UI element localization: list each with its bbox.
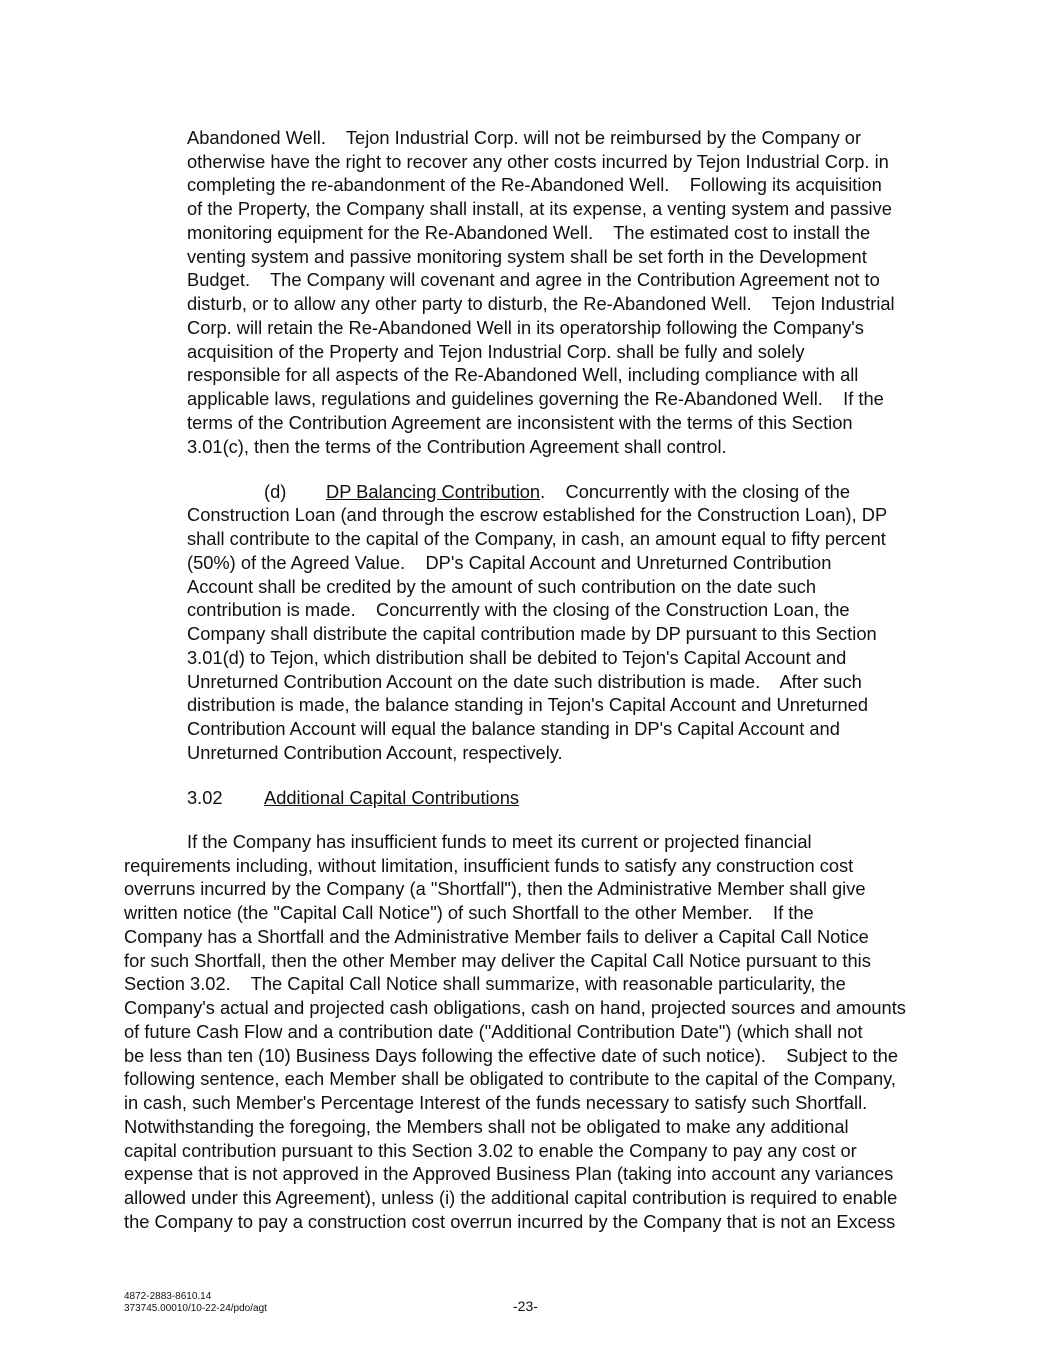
- text-line: Account shall be credited by the amount of such contribution on the date such: [187, 576, 817, 597]
- section-title: Additional Capital Contributions: [264, 787, 520, 808]
- text-line: Contribution Account will equal the balance standing in DP's Capital Account and: [187, 718, 840, 739]
- text-line: If the Company has insufficient funds to meet its current or projected financial: [187, 831, 812, 852]
- text-line: of future Cash Flow and a contribution date ("Additional Contribution Date") (which shall not: [124, 1021, 863, 1042]
- text-line: Construction Loan (and through the escrow established for the Construction Loan), DP: [187, 504, 888, 525]
- text-line: in cash, such Member's Percentage Interest of the funds necessary to satisfy such Shortfall.: [124, 1092, 868, 1113]
- text-line: monitoring equipment for the Re-Abandoned Well. The estimated cost to install the: [187, 222, 871, 243]
- text-line: overruns incurred by the Company (a "Shortfall"), then the Administrative Member shall give: [124, 878, 866, 899]
- paragraph-label: (d): [264, 481, 287, 502]
- section-number: 3.02: [187, 787, 223, 808]
- text-line: Company has a Shortfall and the Administrative Member fails to deliver a Capital Call Notice: [124, 926, 869, 947]
- text-line: Corp. will retain the Re-Abandoned Well in its operatorship following the Company's: [187, 317, 864, 338]
- text-line: written notice (the "Capital Call Notice") of such Shortfall to the other Member. If the: [124, 902, 814, 923]
- text-line: (50%) of the Agreed Value. DP's Capital Account and Unreturned Contribution: [187, 552, 832, 573]
- text-line: Company's actual and projected cash obligations, cash on hand, projected sources and amounts: [124, 997, 906, 1018]
- text-line: allowed under this Agreement), unless (i) the additional capital contribution is required to enable: [124, 1187, 898, 1208]
- page-number: -23-: [513, 1298, 538, 1314]
- text-line: Section 3.02. The Capital Call Notice shall summarize, with reasonable particularity, the: [124, 973, 846, 994]
- text-line: of the Property, the Company shall install, at its expense, a venting system and passive: [187, 198, 892, 219]
- text-line: completing the re-abandonment of the Re-Abandoned Well. Following its acquisition: [187, 174, 882, 195]
- text-line: 3.01(c), then the terms of the Contribution Agreement shall control.: [187, 436, 727, 457]
- text-line: applicable laws, regulations and guidelines governing the Re-Abandoned Well. If the: [187, 388, 884, 409]
- doc-id: 4872-2883-8610.14: [124, 1291, 212, 1302]
- text-line: be less than ten (10) Business Days following the effective date of such notice). Subject to the: [124, 1045, 899, 1066]
- text-line: Unreturned Contribution Account on the date such distribution is made. After such: [187, 671, 862, 692]
- text-line: Company shall distribute the capital contribution made by DP pursuant to this Section: [187, 623, 877, 644]
- text-line: terms of the Contribution Agreement are inconsistent with the terms of this Section: [187, 412, 853, 433]
- text-line: capital contribution pursuant to this Section 3.02 to enable the Company to pay any cost or: [124, 1140, 857, 1161]
- text-line: the Company to pay a construction cost overrun incurred by the Company that is not an Excess: [124, 1211, 896, 1232]
- text-line: contribution is made. Concurrently with the closing of the Construction Loan, the: [187, 599, 850, 620]
- paragraph-first-line: [326, 480, 850, 504]
- text-line: venting system and passive monitoring system shall be set forth in the Development: [187, 246, 867, 267]
- text-line: acquisition of the Property and Tejon Industrial Corp. shall be fully and solely: [187, 341, 805, 362]
- text-line: Abandoned Well. Tejon Industrial Corp. will not be reimbursed by the Company or: [187, 127, 862, 148]
- text-line: distribution is made, the balance standing in Tejon's Capital Account and Unreturned: [187, 694, 869, 715]
- text-line: 3.01(d) to Tejon, which distribution shall be debited to Tejon's Capital Account and: [187, 647, 847, 668]
- text-line: Notwithstanding the foregoing, the Members shall not be obligated to make any additional: [124, 1116, 849, 1137]
- text-line: Budget. The Company will covenant and agree in the Contribution Agreement not to: [187, 269, 880, 290]
- text-line: otherwise have the right to recover any other costs incurred by Tejon Industrial Corp. in: [187, 151, 889, 172]
- text-line: for such Shortfall, then the other Member may deliver the Capital Call Notice pursuant to this: [124, 950, 871, 971]
- text-line: requirements including, without limitation, insufficient funds to satisfy any construction cost: [124, 855, 854, 876]
- matter-id: 373745.00010/10-22-24/pdo/agt: [124, 1303, 267, 1314]
- text-line: responsible for all aspects of the Re-Abandoned Well, including compliance with all: [187, 364, 859, 385]
- text-line: Unreturned Contribution Account, respectively.: [187, 742, 563, 763]
- text-line: following sentence, each Member shall be obligated to contribute to the capital of the Company,: [124, 1068, 896, 1089]
- text-line: disturb, or to allow any other party to disturb, the Re-Abandoned Well. Tejon Industrial: [187, 293, 895, 314]
- paragraph-heading: DP Balancing Contribution: [326, 481, 541, 502]
- text-line: shall contribute to the capital of the Company, in cash, an amount equal to fifty percent: [187, 528, 886, 549]
- text-line-rest: . Concurrently with the closing of the: [540, 481, 851, 502]
- text-line: expense that is not approved in the Approved Business Plan (taking into account any variances: [124, 1163, 894, 1184]
